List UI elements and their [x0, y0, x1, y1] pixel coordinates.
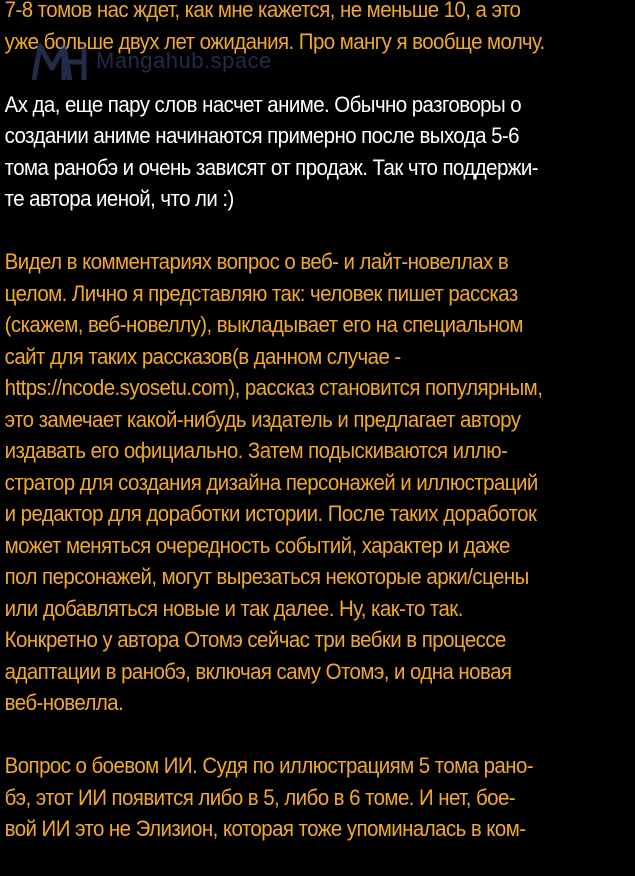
text-line: создании аниме начинаются примерно после выхода 5-6: [4, 123, 519, 148]
text-line: сайт для таких рассказов(в данном случае -: [4, 343, 401, 369]
text-line: целом. Лично я представляю так: человек пишет рассказ: [4, 280, 518, 306]
text-line: или добавляться новые и так далее. Ну, как-то так.: [4, 595, 463, 621]
text-line: Видел в комментариях вопрос о веб- и лайт-новеллах в: [4, 249, 509, 274]
text-line: адаптации в ранобэ, включая саму Отомэ, и одна новая: [4, 658, 512, 684]
text-line: веб-новелла.: [4, 690, 124, 715]
text-line: те автора иеной, что ли :): [4, 186, 234, 211]
text-line: Вопрос о боевом ИИ. Судя по иллюстрациям 5 тома рано-: [4, 753, 534, 778]
watermark-text: Mangahub.space: [96, 48, 272, 73]
text-line: и редактор для доработки истории. После таких доработок: [4, 501, 537, 526]
paragraph-combat-ai: [0, 750, 635, 845]
text-line: 7-8 томов нас ждет, как мне кажется, не меньше 10, а это: [4, 0, 521, 22]
paragraph-volumes-wait: [0, 0, 635, 57]
text-line: (скажем, веб-новеллу), выкладывает его на специальном: [4, 312, 523, 337]
text-line: тома ранобэ и очень зависят от продаж. Так что поддержи-: [4, 154, 539, 180]
text-line: пол персонажей, могут вырезаться некоторые арки/сцены: [4, 564, 529, 589]
text-line: стратор для создания дизайна персонажей и иллюстраций: [4, 469, 538, 495]
text-line: вой ИИ это не Элизион, которая тоже упоминалась в ком-: [4, 816, 526, 841]
text-line: бэ, этот ИИ появится либо в 5, либо в 6 томе. И нет, бое-: [4, 784, 516, 810]
text-line: может меняться очередность событий, характер и даже: [4, 532, 510, 558]
text-line: https://ncode.syosetu.com), рассказ становится популярным,: [4, 375, 543, 400]
text-line: уже больше двух лет ожидания. Про мангу я вообще молчу.: [4, 28, 545, 54]
text-line: Конкретно у автора Отомэ сейчас три вебки в процессе: [4, 627, 506, 652]
text-line: Ах да, еще пару слов насчет аниме. Обычно разговоры о: [4, 91, 522, 117]
text-line: издавать его официально. Затем подыскиваются иллю-: [4, 438, 508, 463]
paragraph-web-light-novels: [0, 246, 635, 719]
text-line: это замечает какой-нибудь издатель и предлагает автору: [4, 406, 521, 432]
paragraph-anime: [0, 89, 635, 215]
